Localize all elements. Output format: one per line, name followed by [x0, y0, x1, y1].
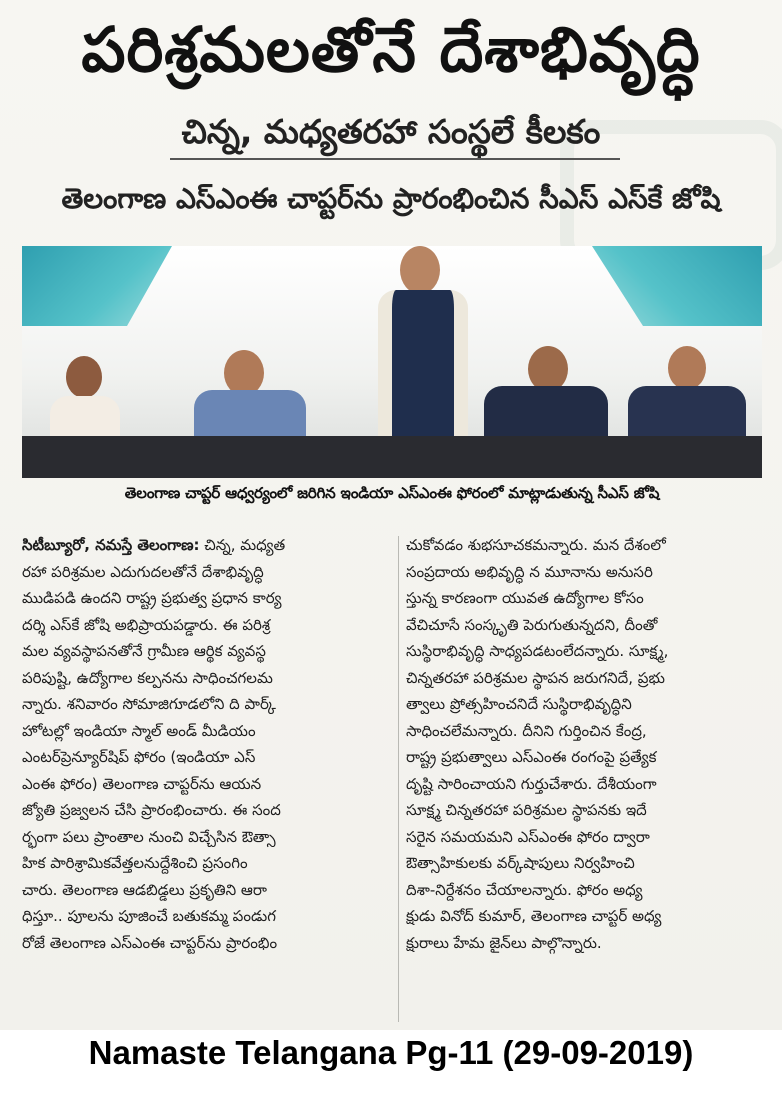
stage-banner-left — [22, 246, 172, 326]
column-line: సరైన సమయమని ఎస్‌ఎంఈ ఫోరం ద్వారా — [406, 827, 650, 846]
column-line: సుస్థిరాభివృద్ధి సాధ్యపడటంలేదన్నారు. సూక్ష్మ, — [406, 642, 669, 660]
column-line: హిక పారిశ్రామికవేత్తలనుద్దేశించి ప్రసంగిం — [22, 854, 248, 872]
column-line: సాధించలేమన్నారు. దీనిని గుర్తించిన కేంద్ర, — [406, 721, 647, 740]
column-line: ఔత్సాహికులకు వర్క్‌షాపులు నిర్వహించి — [406, 854, 635, 872]
column-line: స్తున్న కారణంగా యువత ఉద్యోగాల కోసం — [406, 589, 644, 607]
stage-table — [22, 436, 762, 478]
column-line: రాష్ట్ర ప్రభుత్వాలు ఎస్‌ఎంఈ రంగంపై ప్రత్యేక — [406, 748, 657, 766]
column-line: ర్భంగా పలు ప్రాంతాల నుంచి విచ్చేసిన ఔత్సా — [22, 827, 276, 846]
column-line: దర్శి ఎస్‌కే జోషి అభిప్రాయపడ్డారు. ఈ పరిశ్ర — [22, 615, 271, 634]
column-line: సిటీబ్యూరో, నమస్తే తెలంగాణ: చిన్న, మధ్యత — [22, 536, 286, 554]
stage-banner-right — [592, 246, 762, 326]
article-dateline: సిటీబ్యూరో, నమస్తే తెలంగాణ: — [22, 536, 200, 554]
column-line: క్షుడు వినోద్ కుమార్, తెలంగాణ చాప్టర్ అధ్య — [406, 907, 662, 925]
article-deck: తెలంగాణ ఎస్‌ఎంఈ చాప్టర్‌ను ప్రారంభించిన సీఎస్ ఎస్‌కే జోషి — [61, 182, 721, 215]
column-line: క్షురాలు హేమ జైన్‌లు పాల్గొన్నారు. — [406, 933, 602, 952]
source-footer: Namaste Telangana Pg-11 (29-09-2019) — [88, 1034, 694, 1071]
column-line: ధిస్తూ.. పూలను పూజించే బతుకమ్మ పండుగ — [22, 907, 276, 925]
column-line: జ్యోతి ప్రజ్వలన చేసి ప్రారంభించారు. ఈ సంద — [22, 801, 281, 819]
column-line: ఎంఈ ఫోరం) తెలంగాణ చాప్టర్‌ను ఆయన — [22, 774, 262, 793]
column-line: సూక్ష్మ చిన్నతరహా పరిశ్రమల స్థాపనకు ఇదే — [406, 801, 647, 819]
event-photo — [22, 246, 762, 478]
column-line: త్వాలు ప్రోత్సహించనిదే సుస్థిరాభివృద్ధిని — [406, 695, 632, 713]
column-line: దృష్టి సారించాయని గుర్తుచేశారు. దేశీయంగా — [406, 774, 657, 793]
column-line: మల వ్యవస్థాపనతోనే గ్రామీణ ఆర్థిక వ్యవస్థ — [22, 642, 266, 660]
article-kicker: చిన్న, మధ్యతరహా సంస్థలే కీలకం — [181, 112, 601, 151]
column-line: వేచిచూసే సంస్కృతి పెరుగుతున్నదని, దీంతో — [406, 615, 658, 634]
kicker-rule — [170, 158, 620, 160]
column-divider — [398, 536, 399, 1022]
article-column-right — [406, 532, 766, 956]
column-line: దిశా-నిర్దేశనం చేయాలన్నారు. ఫోరం అధ్య — [406, 880, 643, 899]
column-line: పరిపుష్టి, ఉద్యోగాల కల్పనను సాధించగలమ — [22, 668, 273, 687]
article-headline: పరిశ్రమలతోనే దేశాభివృద్ధి — [81, 13, 701, 86]
article-column-left — [22, 532, 392, 956]
column-line: హోటల్లో ఇండియా స్మాల్ అండ్ మీడియం — [22, 721, 256, 740]
column-line: చారు. తెలంగాణ ఆడబిడ్డలు ప్రకృతిని ఆరా — [22, 880, 267, 899]
column-line: న్నారు. శనివారం సోమాజిగూడలోని ది పార్క్ — [22, 695, 276, 713]
column-line: చుకోవడం శుభసూచకమన్నారు. మన దేశంలో — [406, 536, 666, 554]
column-line: రహా పరిశ్రమల ఎదుగుదలతోనే దేశాభివృద్ధి — [22, 562, 264, 581]
column-line: చిన్నతరహా పరిశ్రమల స్థాపన జరుగనిదే, ప్రభు — [406, 668, 665, 687]
photo-caption: తెలంగాణ చాప్టర్ ఆధ్వర్యంలో జరిగిన ఇండియా ఎస్‌ఎంఈ ఫోరంలో మాట్లాడుతున్న సీఎస్ జోషి — [124, 484, 660, 502]
column-line: ముడిపడి ఉందని రాష్ట్ర ప్రభుత్వ ప్రధాన కార్య — [22, 589, 282, 607]
column-line: ఎంటర్‌ప్రెన్యూర్‌షిప్ ఫోరం (ఇండియా ఎస్ — [22, 748, 256, 766]
column-line: రోజే తెలంగాణ ఎస్‌ఎంఈ చాప్టర్‌ను ప్రారంభిం — [22, 933, 278, 952]
column-line: సంప్రదాయ అభివృద్ధి న మూనాను అనుసరి — [406, 562, 653, 581]
